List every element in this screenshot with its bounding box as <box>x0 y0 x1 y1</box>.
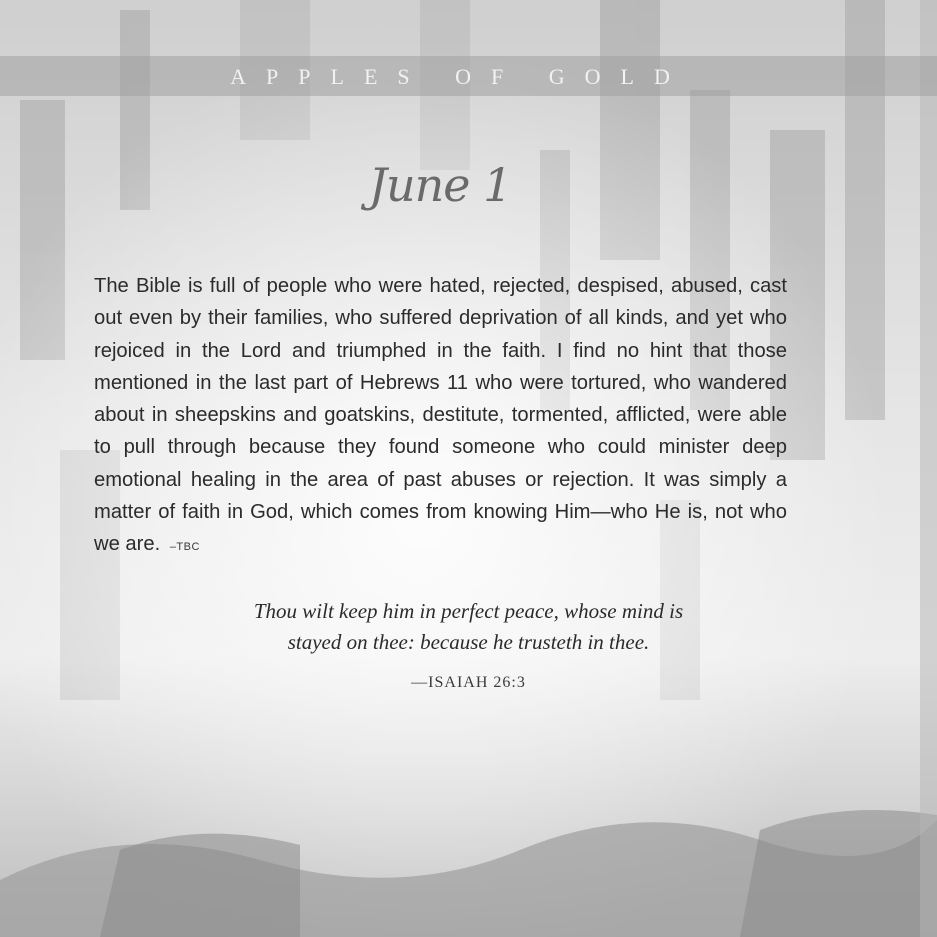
verse-line-1: Thou wilt keep him in perfect peace, whose mind is <box>253 599 684 623</box>
entry-date: June 1 <box>368 158 512 212</box>
scripture-verse <box>160 596 777 658</box>
entry-body <box>94 270 787 564</box>
entry-attribution: –TBC <box>169 541 200 554</box>
verse-reference: —ISAIAH 26:3 <box>411 674 526 691</box>
entry-body-text: The Bible is full of people who were hated, rejected, despised, abused, cast out even by their families, who suffered deprivation of all kinds, and yet who rejoiced in the Lord and triumphed in the faith. I find no hint that those mentioned in the last part of Hebrews 11 who were tortured, who wandered about in sheepskins and goatskins, destitute, tormented, afflicted, were able to pull through because they found someone who could minister deep emotional healing in the area of past abuses or rejection. It was simply a matter of faith in God, which comes from knowing Him—who He is, not who we are. <box>94 275 787 556</box>
book-title: APPLES OF GOLD <box>230 64 690 89</box>
verse-line-2: stayed on thee: because he trusteth in thee. <box>287 630 650 654</box>
